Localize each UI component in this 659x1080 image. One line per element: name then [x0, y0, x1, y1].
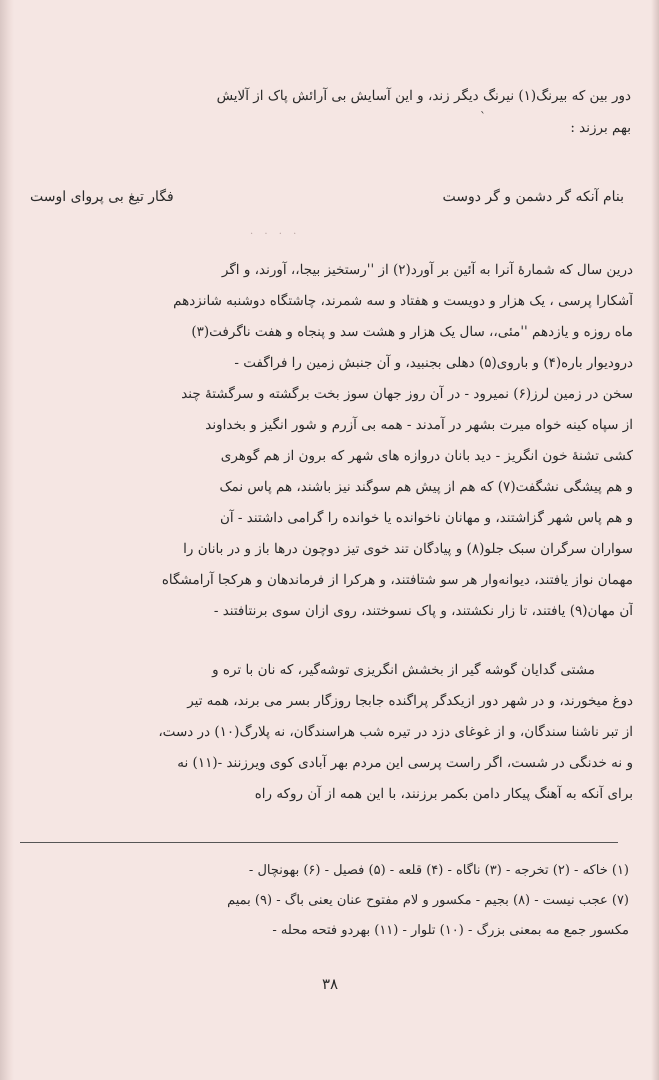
- intro-line: بهم برزند :: [570, 120, 631, 136]
- intro-line: دور بین که بیرنگ(۱) نیرنگ دیگر زند، و این آسایش بی آرائش پاک از آلایش: [216, 88, 631, 104]
- footnote-line: مکسور جمع مه بمعنی بزرگ - (۱۰) تلوار - (۱۱) بهردو فتحه محله -: [272, 923, 629, 938]
- page-right-edge: [651, 0, 659, 1080]
- paragraph-line: کشی تشنهٔ خون انگریز - دید بانان دروازه های شهر که برون از هم گوهری: [220, 448, 633, 464]
- paragraph-line: و هم پاس شهر گزاشتند، و مهانان ناخوانده یا خوانده را گرامی داشتند - آن: [219, 510, 633, 526]
- footnotes-block: [30, 858, 629, 958]
- footnote-line: (۷) عجب نیست - (۸) بجیم - مکسور و لام مفتوح عنان یعنی باگ - (۹) بمیم: [227, 893, 629, 908]
- footnote-divider: [20, 842, 618, 843]
- paragraph-line: از سپاه کینه خواه میرت بشهر در آمدند - همه بی آزرم و شور انگیز و بخداوند: [205, 417, 633, 433]
- paragraph-line: درین سال که شمارهٔ آنرا به آئین بر آورد(۲) از ''رستخیز بیجا،، آورند، و اگر: [221, 262, 633, 278]
- paragraph-2: [20, 656, 633, 826]
- faint-dots: . . . .: [250, 226, 301, 237]
- paragraph-1: [20, 256, 633, 646]
- paragraph-line: و هم پیشگی نشگفت(۷) که هم از پیش هم سوگند نیز باشند، هم پاس نمک: [219, 479, 633, 495]
- paragraph-line: و نه خدنگی در شست، اگر راست پرسی این مردم بهر آبادی کوی ویرزنند -(۱۱) نه: [177, 755, 633, 771]
- intro-block: [20, 82, 631, 142]
- verse-right-hemistich: بنام آنکه گر دشمن و گر دوست: [442, 189, 624, 205]
- verse-left-hemistich: فگار تیغ بی پروای اوست: [30, 189, 174, 205]
- paragraph-line: دوغ میخورند، و در شهر دور ازیکدگر پراگنده جابجا روزگار بسر می برند، همه تیر: [187, 693, 633, 709]
- page-number: ۳۸: [321, 975, 339, 993]
- paragraph-line: درودیوار باره(۴) و باروی(۵) دهلی بجنبید، و آن جنبش زمین را فراگفت -: [234, 355, 633, 371]
- paragraph-line: سواران سرگران سبک جلو(۸) و پیادگان تند خوی تیز دوچون درها باز و در بانان را: [183, 541, 633, 557]
- footnote-line: (۱) خاکه - (۲) تخرجه - (۳) ناگاه - (۴) قلعه - (۵) فصیل - (۶) بهونچال -: [248, 863, 629, 878]
- paragraph-line: سخن در زمین لرز(۶) نمیرود - در آن روز جهان سوز بخت برگشته و سرگشتهٔ چند: [181, 386, 633, 402]
- paragraph-line: آن مهان(۹) یافتند، تا زار نکشتند، و پاک نسوختند، روی ازان سوی برنتافتند -: [213, 603, 633, 619]
- page-left-edge: [0, 0, 14, 1080]
- tick-mark: `: [480, 110, 486, 124]
- paragraph-line: آشکارا پرسی ، یک هزار و دویست و هفتاد و سه شمرند، چاشتگاه دوشنبه شانزدهم: [173, 293, 633, 309]
- paragraph-line: مشتی گدایان گوشه گیر از بخشش انگریزی توشه‌گیر، که نان با تره و: [212, 662, 595, 678]
- paragraph-line: برای آنکه به آهنگ پیکار دامن بکمر برزنند، با این همه از آن روکه راه: [254, 786, 633, 802]
- paragraph-line: از تبر ناشنا سندگان، و از غوغای دزد در تیره شب هراسندگان، نه پلارگ(۱۰) در دست،: [158, 724, 633, 740]
- paragraph-line: ماه روزه و یازدهم ''مئی،، سال یک هزار و هشت سد و پنجاه و هفت ناگرفت(۳): [191, 324, 633, 340]
- paragraph-line: مهمان نواز یافتند، دیوانه‌وار هر سو شتافتند، و هرکرا از فرماندهان و هرکجا آرامشگاه: [161, 572, 633, 588]
